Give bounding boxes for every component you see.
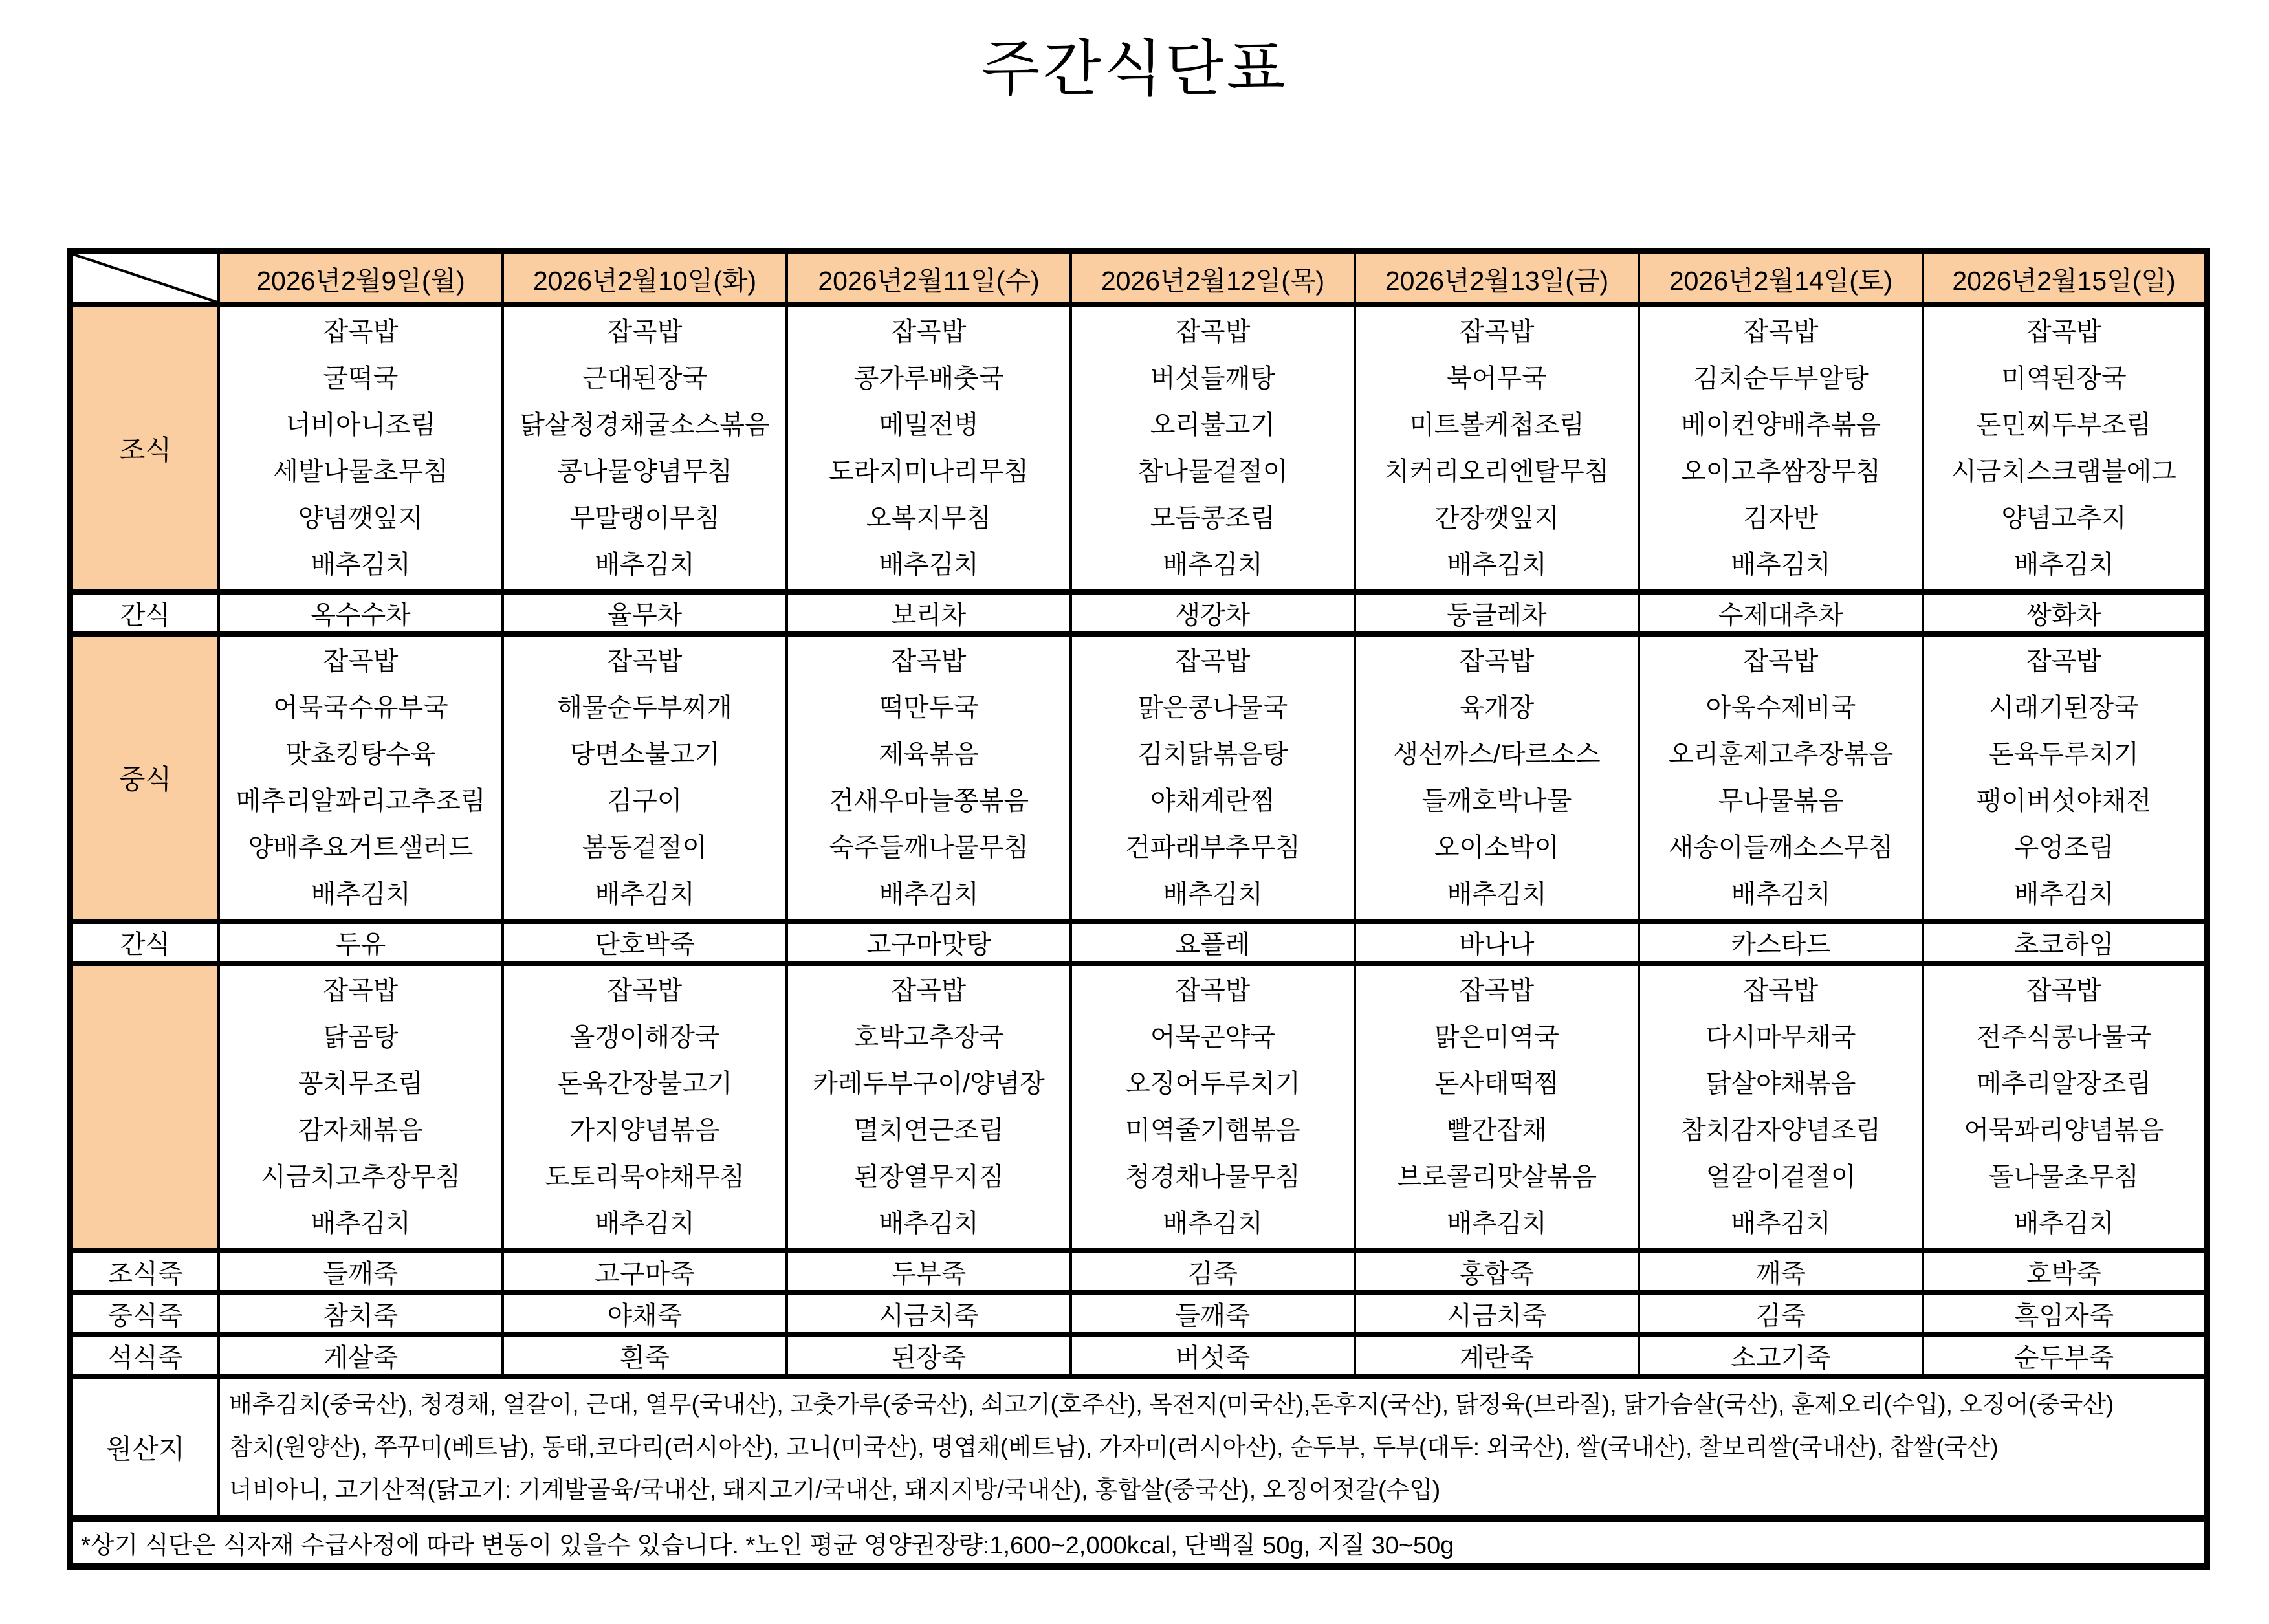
menu-item: 팽이버섯야채전 — [1976, 787, 2152, 815]
cell-snack2: 두유 — [219, 921, 503, 963]
row-label-porridge_dinner: 석식죽 — [70, 1335, 219, 1377]
origin-line: 배추김치(중국산), 청경채, 얼갈이, 근대, 열무(국내산), 고춧가루(중국산), 쇠고기(호주산), 목전지(미국산),돈후지(국산), 닭정육(브라질), 닭가슴살(국산), 훈제오리(수입), 오징어(중국산) — [229, 1391, 2114, 1418]
menu-item: 호박고추장국 — [853, 1023, 1004, 1051]
menu-item: 숙주들깨나물무침 — [828, 833, 1029, 862]
page-title: 주간식단표 — [981, 34, 1288, 102]
menu-item: 굴떡국 — [323, 364, 399, 393]
date-header: 2026년2월9일(월) — [219, 251, 503, 305]
cell-porridge_lunch: 들깨죽 — [1071, 1293, 1355, 1335]
menu-item: 양배추요거트샐러드 — [248, 833, 474, 862]
row-label-porridge_lunch: 중식죽 — [70, 1293, 219, 1335]
cell-porridge_breakfast: 두부죽 — [787, 1251, 1071, 1293]
cell-snack2: 고구마맛탕 — [787, 921, 1071, 963]
menu-item: 잡곡밥 — [607, 976, 683, 1005]
menu-item: 돈사태떡찜 — [1434, 1070, 1560, 1098]
menu-item: 닭곰탕 — [323, 1023, 399, 1051]
menu-item: 올갱이해장국 — [569, 1023, 720, 1051]
menu-item: 양념고추지 — [2001, 504, 2127, 532]
cell-snack2: 바나나 — [1355, 921, 1639, 963]
menu-item: 배추김치 — [311, 880, 411, 908]
menu-item: 잡곡밥 — [891, 976, 967, 1005]
menu-item: 멸치연근조림 — [853, 1116, 1004, 1145]
cell-snack1: 보리차 — [787, 592, 1071, 634]
cell-snack1: 쌍화차 — [1923, 592, 2207, 634]
menu-item: 배추김치 — [595, 551, 695, 579]
date-header: 2026년2월13일(금) — [1355, 251, 1639, 305]
menu-item: 김구이 — [607, 787, 683, 815]
menu-item: 시금치고추장무침 — [260, 1163, 461, 1191]
lunch-cell — [1071, 634, 1355, 921]
origin-cell — [219, 1377, 2207, 1519]
menu-item: 당면소불고기 — [569, 740, 720, 769]
cell-porridge_lunch: 시금치죽 — [1355, 1293, 1639, 1335]
menu-item: 잡곡밥 — [1459, 318, 1535, 346]
cell-porridge_breakfast: 고구마죽 — [503, 1251, 787, 1293]
menu-item: 콩나물양념무침 — [557, 457, 732, 486]
cell-porridge_dinner: 버섯죽 — [1071, 1335, 1355, 1377]
dinner-cell — [219, 963, 503, 1251]
menu-item: 도라지미나리무침 — [828, 457, 1029, 486]
cell-porridge_breakfast: 김죽 — [1071, 1251, 1355, 1293]
cell-porridge_dinner: 흰죽 — [503, 1335, 787, 1377]
menu-item: 김치닭볶음탕 — [1137, 740, 1288, 769]
dinner-cell — [787, 963, 1071, 1251]
menu-item: 도토리묵야채무침 — [544, 1163, 745, 1191]
menu-item: 오징어두루치기 — [1125, 1070, 1300, 1098]
cell-snack2: 카스타드 — [1639, 921, 1923, 963]
menu-item: 우엉조림 — [2013, 833, 2114, 862]
menu-item: 잡곡밥 — [607, 647, 683, 675]
menu-item: 잡곡밥 — [1459, 647, 1535, 675]
footer-note: *상기 식단은 식자재 수급사정에 따라 변동이 있을수 있습니다. *노인 평균 영양권장량:1,600~2,000kcal, 단백질 50g, 지질 30~50g — [70, 1519, 2207, 1566]
cell-porridge_lunch: 시금치죽 — [787, 1293, 1071, 1335]
dinner-cell — [1923, 963, 2207, 1251]
menu-item: 해물순두부찌개 — [557, 694, 732, 722]
menu-item: 얼갈이겉절이 — [1705, 1163, 1856, 1191]
date-header: 2026년2월15일(일) — [1923, 251, 2207, 305]
row-breakfast — [70, 305, 2207, 592]
cell-porridge_lunch: 김죽 — [1639, 1293, 1923, 1335]
date-header: 2026년2월11일(수) — [787, 251, 1071, 305]
cell-porridge_dinner: 소고기죽 — [1639, 1335, 1923, 1377]
menu-item: 잡곡밥 — [1743, 647, 1819, 675]
cell-snack2: 초코하임 — [1923, 921, 2207, 963]
menu-item: 잡곡밥 — [891, 318, 967, 346]
menu-item: 김자반 — [1743, 504, 1819, 532]
menu-item: 돈민찌두부조림 — [1976, 411, 2152, 439]
menu-item: 빨간잡채 — [1447, 1116, 1547, 1145]
lunch-cell — [787, 634, 1071, 921]
menu-item: 맛쵸킹탕수육 — [285, 740, 436, 769]
menu-item: 꽁치무조림 — [298, 1070, 424, 1098]
cell-porridge_breakfast: 홍합죽 — [1355, 1251, 1639, 1293]
cell-snack1: 수제대추차 — [1639, 592, 1923, 634]
menu-item: 생선까스/타르소스 — [1393, 740, 1601, 769]
menu-item: 시래기된장국 — [1989, 694, 2139, 722]
menu-item: 무나물볶음 — [1718, 787, 1844, 815]
cell-porridge_dinner: 순두부죽 — [1923, 1335, 2207, 1377]
cell-snack1: 옥수수차 — [219, 592, 503, 634]
row-label-dinner — [70, 963, 219, 1251]
menu-item: 전주식콩나물국 — [1976, 1023, 2152, 1051]
menu-item: 잡곡밥 — [323, 976, 399, 1005]
cell-snack1: 둥글레차 — [1355, 592, 1639, 634]
menu-item: 카레두부구이/양념장 — [813, 1070, 1045, 1098]
lunch-cell — [1639, 634, 1923, 921]
menu-item: 배추김치 — [1447, 1209, 1547, 1238]
menu-item: 잡곡밥 — [1175, 647, 1251, 675]
menu-item: 맑은콩나물국 — [1137, 694, 1288, 722]
row-footer — [70, 1519, 2207, 1566]
menu-item: 맑은미역국 — [1434, 1023, 1560, 1051]
menu-item: 떡만두국 — [879, 694, 979, 722]
breakfast-cell — [219, 305, 503, 592]
menu-item: 미트볼케첩조림 — [1409, 411, 1584, 439]
cell-porridge_breakfast: 깨죽 — [1639, 1251, 1923, 1293]
menu-item: 배추김치 — [595, 1209, 695, 1238]
menu-item: 가지양념볶음 — [569, 1116, 720, 1145]
date-header: 2026년2월14일(토) — [1639, 251, 1923, 305]
menu-item: 참나물겉절이 — [1137, 457, 1288, 486]
lunch-cell — [1923, 634, 2207, 921]
cell-porridge_lunch: 야채죽 — [503, 1293, 787, 1335]
menu-item: 배추김치 — [879, 1209, 979, 1238]
menu-item: 잡곡밥 — [1743, 318, 1819, 346]
lunch-cell — [503, 634, 787, 921]
menu-item: 오이소박이 — [1434, 833, 1560, 862]
row-porridge_dinner — [70, 1335, 2207, 1377]
cell-porridge_lunch: 흑임자죽 — [1923, 1293, 2207, 1335]
menu-item: 봄동겉절이 — [582, 833, 708, 862]
menu-item: 다시마무채국 — [1705, 1023, 1856, 1051]
menu-item: 돌나물초무침 — [1989, 1163, 2139, 1191]
row-label-porridge_breakfast: 조식죽 — [70, 1251, 219, 1293]
menu-item: 잡곡밥 — [2026, 976, 2101, 1005]
menu-item: 육개장 — [1459, 694, 1535, 722]
menu-item: 시금치스크램블에그 — [1951, 457, 2176, 486]
row-label-origin: 원산지 — [70, 1377, 219, 1519]
date-header: 2026년2월10일(화) — [503, 251, 787, 305]
cell-porridge_dinner: 계란죽 — [1355, 1335, 1639, 1377]
origin-line: 참치(원양산), 쭈꾸미(베트남), 동태,코다리(러시아산), 고니(미국산), 명엽채(베트남), 가자미(러시아산), 순두부, 두부(대두: 외국산), 쌀(국내산), 찰보리쌀(국내산), 찹쌀(국산) — [229, 1434, 1999, 1460]
breakfast-cell — [503, 305, 787, 592]
menu-item: 배추김치 — [1731, 551, 1831, 579]
menu-item: 오복지무침 — [866, 504, 992, 532]
menu-item: 들깨호박나물 — [1421, 787, 1572, 815]
menu-item: 청경채나물무침 — [1125, 1163, 1300, 1191]
menu-item: 새송이들깨소스무침 — [1668, 833, 1894, 862]
cell-snack1: 생강차 — [1071, 592, 1355, 634]
corner-cell — [70, 251, 219, 305]
menu-item: 메추리알장조림 — [1976, 1070, 2152, 1098]
menu-item: 배추김치 — [1163, 551, 1263, 579]
menu-item: 잡곡밥 — [1459, 976, 1535, 1005]
row-dinner — [70, 963, 2207, 1251]
row-porridge_breakfast — [70, 1251, 2207, 1293]
menu-item: 양념깻잎지 — [298, 504, 424, 532]
dinner-cell — [503, 963, 787, 1251]
menu-item: 배추김치 — [1731, 880, 1831, 908]
dinner-cell — [1355, 963, 1639, 1251]
row-snack1 — [70, 592, 2207, 634]
menu-item: 잡곡밥 — [1175, 976, 1251, 1005]
menu-item: 잡곡밥 — [1743, 976, 1819, 1005]
lunch-cell — [219, 634, 503, 921]
cell-porridge_breakfast: 들깨죽 — [219, 1251, 503, 1293]
menu-item: 배추김치 — [1163, 880, 1263, 908]
cell-porridge_lunch: 참치죽 — [219, 1293, 503, 1335]
date-header: 2026년2월12일(목) — [1071, 251, 1355, 305]
menu-item: 배추김치 — [879, 551, 979, 579]
cell-snack2: 요플레 — [1071, 921, 1355, 963]
cell-snack1: 율무차 — [503, 592, 787, 634]
menu-item: 간장깻잎지 — [1434, 504, 1560, 532]
menu-item: 배추김치 — [2013, 1209, 2114, 1238]
breakfast-cell — [1355, 305, 1639, 592]
menu-item: 배추김치 — [879, 880, 979, 908]
menu-item: 너비아니조림 — [285, 411, 436, 439]
weekly-menu-table — [67, 248, 2210, 1570]
menu-item: 배추김치 — [1447, 880, 1547, 908]
row-label-lunch: 중식 — [70, 634, 219, 921]
menu-item: 건파래부추무침 — [1125, 833, 1300, 862]
menu-item: 배추김치 — [1731, 1209, 1831, 1238]
menu-item: 배추김치 — [1447, 551, 1547, 579]
menu-item: 미역된장국 — [2001, 364, 2127, 393]
menu-item: 근대된장국 — [582, 364, 708, 393]
menu-item: 제육볶음 — [879, 740, 979, 769]
menu-item: 메밀전병 — [879, 411, 979, 439]
origin-line: 너비아니, 고기산적(닭고기: 기계발골육/국내산, 돼지고기/국내산, 돼지지방/국내산), 홍합살(중국산), 오징어젓갈(수입) — [229, 1476, 1441, 1503]
menu-item: 배추김치 — [2013, 551, 2114, 579]
menu-item: 닭살야채볶음 — [1705, 1070, 1856, 1098]
breakfast-cell — [787, 305, 1071, 592]
menu-item: 베이컨양배추볶음 — [1680, 411, 1881, 439]
dinner-cell — [1071, 963, 1355, 1251]
row-label-snack1: 간식 — [70, 592, 219, 634]
cell-porridge_dinner: 된장죽 — [787, 1335, 1071, 1377]
menu-item: 참치감자양념조림 — [1680, 1116, 1881, 1145]
menu-item: 오이고추쌈장무침 — [1680, 457, 1881, 486]
menu-item: 된장열무지짐 — [853, 1163, 1004, 1191]
dinner-cell — [1639, 963, 1923, 1251]
menu-item: 잡곡밥 — [2026, 647, 2101, 675]
menu-item: 잡곡밥 — [891, 647, 967, 675]
menu-item: 야채계란찜 — [1150, 787, 1276, 815]
menu-item: 모듬콩조림 — [1150, 504, 1276, 532]
header-row — [70, 251, 2207, 305]
menu-item: 버섯들깨탕 — [1150, 364, 1276, 393]
menu-item: 세발나물초무침 — [273, 457, 448, 486]
diagonal-line-icon — [73, 254, 217, 302]
menu-item: 돈육간장불고기 — [557, 1070, 732, 1098]
menu-item: 잡곡밥 — [2026, 318, 2101, 346]
menu-item: 브로콜리맛살볶음 — [1396, 1163, 1597, 1191]
menu-item: 닭살청경채굴소스볶음 — [520, 411, 770, 439]
menu-item: 배추김치 — [311, 1209, 411, 1238]
breakfast-cell — [1923, 305, 2207, 592]
menu-item: 무말랭이무침 — [569, 504, 720, 532]
menu-item: 미역줄기햄볶음 — [1125, 1116, 1300, 1145]
row-label-snack2: 간식 — [70, 921, 219, 963]
menu-item: 건새우마늘쫑볶음 — [828, 787, 1029, 815]
row-label-breakfast: 조식 — [70, 305, 219, 592]
menu-item: 잡곡밥 — [607, 318, 683, 346]
menu-item: 치커리오리엔탈무침 — [1384, 457, 1610, 486]
row-lunch — [70, 634, 2207, 921]
menu-item: 메추리알꽈리고추조림 — [236, 787, 486, 815]
menu-item: 잡곡밥 — [323, 647, 399, 675]
menu-item: 잡곡밥 — [323, 318, 399, 346]
weekly-menu-page — [0, 19, 2269, 1570]
menu-item: 오리불고기 — [1150, 411, 1276, 439]
breakfast-cell — [1639, 305, 1923, 592]
menu-item: 어묵국수유부국 — [273, 694, 448, 722]
menu-item: 배추김치 — [1163, 1209, 1263, 1238]
cell-porridge_breakfast: 호박죽 — [1923, 1251, 2207, 1293]
breakfast-cell — [1071, 305, 1355, 592]
menu-item: 아욱수제비국 — [1705, 694, 1856, 722]
row-origin — [70, 1377, 2207, 1519]
cell-porridge_dinner: 게살죽 — [219, 1335, 503, 1377]
menu-item: 배추김치 — [311, 551, 411, 579]
menu-item: 잡곡밥 — [1175, 318, 1251, 346]
menu-item: 감자채볶음 — [298, 1116, 424, 1145]
menu-item: 돈육두루치기 — [1989, 740, 2139, 769]
cell-snack2: 단호박죽 — [503, 921, 787, 963]
row-snack2 — [70, 921, 2207, 963]
row-porridge_lunch — [70, 1293, 2207, 1335]
menu-item: 어묵곤약국 — [1150, 1023, 1276, 1051]
menu-item: 배추김치 — [2013, 880, 2114, 908]
menu-item: 어묵꽈리양념볶음 — [1964, 1116, 2164, 1145]
lunch-cell — [1355, 634, 1639, 921]
menu-item: 오리훈제고추장볶음 — [1668, 740, 1894, 769]
menu-item: 배추김치 — [595, 880, 695, 908]
menu-item: 김치순두부알탕 — [1693, 364, 1869, 393]
menu-item: 콩가루배춧국 — [853, 364, 1004, 393]
menu-item: 북어무국 — [1447, 364, 1547, 393]
